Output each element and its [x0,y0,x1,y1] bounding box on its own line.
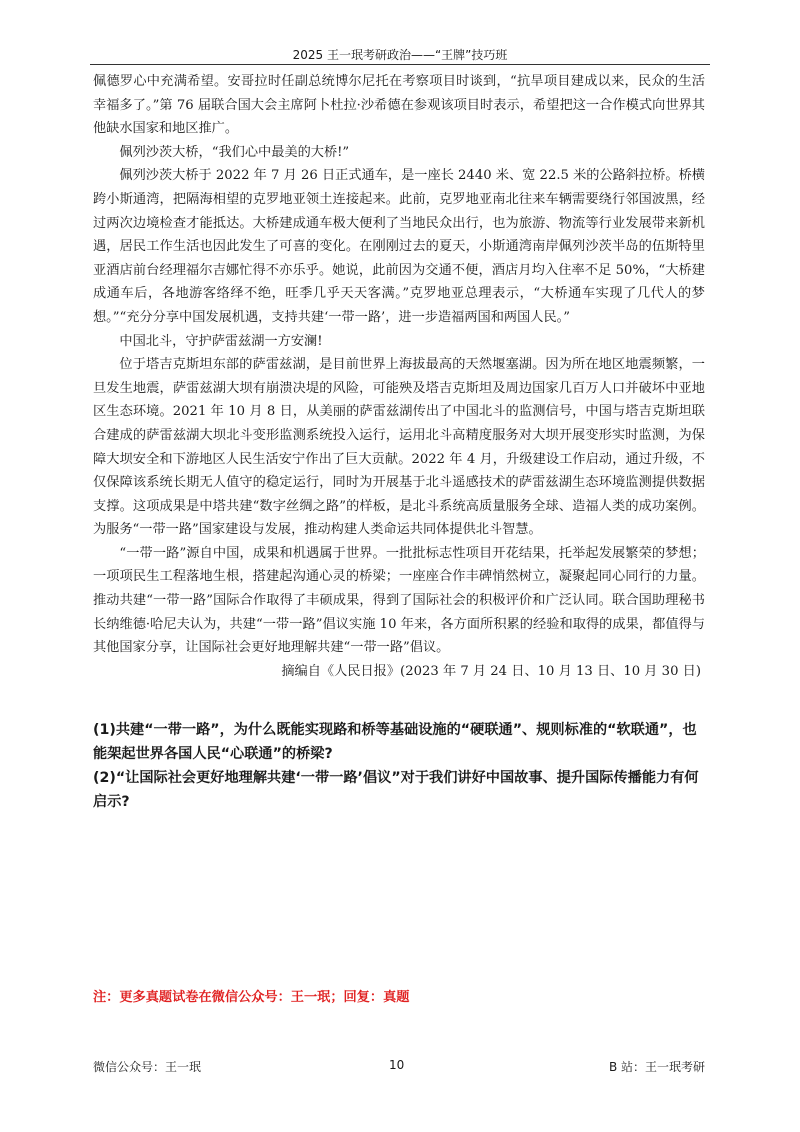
paragraph-bridge: 佩列沙茨大桥于 2022 年 7 月 26 日正式通车，是一座长 2440 米、宽 22.5 米的公路斜拉桥。桥横跨小斯通湾，把隔海相望的克罗地亚领土连接起来。此前，克罗地亚南北往来车辆需要绕行邻国波黑，经过两次边境检查才能抵达。大桥建成通车极大便利了当地民众出行，也为旅游、物流等行业发展带来新机遇，居民工作生活也因此发生了可喜的变化。在刚刚过去的夏天，小斯通湾南岸佩列沙茨半岛的伍斯特里亚酒店前台经理福尔吉娜忙得不亦乐乎。她说，此前因为交通不便，酒店月均入住率不足 50%，“大桥建成通车后，各地游客络绎不绝，旺季几乎天天客满。”克罗地亚总理表示，“大桥通车实现了几代人的梦想。”“充分分享中国发展机遇，支持共建‘一带一路’，进一步造福两国和两国人民。” [93,168,705,325]
paragraph-1: 佩德罗心中充满希望。安哥拉时任副总统博尔尼托在考察项目时谈到，“抗旱项目建成以来，民众的生活幸福多了。”第 76 届联合国大会主席阿卜杜拉·沙希德在参观该项目时表示，希望把这一合作模式向世界其他缺水国家和地区推广。 [93,74,705,137]
question-1: (1)共建“一带一路”，为什么既能实现路和桥等基础设施的“硬联通”、规则标准的“软联通”，也能架起世界各国人民“心联通”的桥梁? [93,722,697,762]
subheading-bridge: 佩列沙茨大桥，“我们心中最美的大桥!” [119,144,350,160]
article-body [93,70,705,683]
questions [93,718,705,814]
paragraph-beidou: 位于塔吉克斯坦东部的萨雷兹湖，是目前世界上海拔最高的天然堰塞湖。因为所在地区地震频繁，一旦发生地震，萨雷兹湖大坝有崩溃决堤的风险，可能殃及塔吉克斯坦及周边国家几百万人口并破坏中亚地区生态环境。2021 年 10 月 8 日，从美丽的萨雷兹湖传出了中国北斗的监测信号，中国与塔吉克斯坦联合建成的萨雷兹湖大坝北斗变形监测系统投入运行，运用北斗高精度服务对大坝开展变形实时监测，为保障大坝安全和下游地区人民生活安宁作出了巨大贡献。2022 年 4 月，升级建设工作启动，通过升级，不仅保障该系统长期无人值守的稳定运行，同时为开展基于北斗遥感技术的萨雷兹湖生态环境监测提供数据支撑。这项成果是中塔共建“数字丝绸之路”的样板，是北斗系统高质量服务全球、造福人类的成功案例。为服务“一带一路”国家建设与发展，推动构建人类命运共同体提供北斗智慧。 [93,357,705,538]
paragraph-conclusion: “一带一路”源自中国，成果和机遇属于世界。一批批标志性项目开花结果，托举起发展繁荣的梦想；一项项民生工程落地生根，搭建起沟通心灵的桥梁；一座座合作丰碑悄然树立，凝聚起同心同行的力量。推动共建“一带一路”国际合作取得了丰硕成果，得到了国际社会的积极评价和广泛认同。联合国助理秘书长纳维德·哈尼夫认为，共建“一带一路”倡议实施 10 年来，各方面所积累的经验和取得的成果，都值得与其他国家分享，让国际社会更好地理解共建“一带一路”倡议。 [93,545,705,656]
subheading-beidou: 中国北斗，守护萨雷兹湖一方安澜! [119,333,323,349]
header-title: 2025 王一珉考研政治——“王牌”技巧班 [292,48,508,62]
footer-bilibili: B 站：王一珉考研 [608,1060,705,1074]
page-footer [93,1058,705,1074]
question-2: (2)“让国际社会更好地理解共建‘一带一路’倡议”对于我们讲好中国故事、提升国际传播能力有何启示? [93,770,699,810]
footer-wechat: 微信公众号：王一珉 [93,1060,202,1074]
page-header [90,46,710,65]
source-citation: 摘编自《人民日报》(2023 年 7 月 24 日、10 月 13 日、10 月 30 日) [281,663,701,679]
promo-note: 注：更多真题试卷在微信公众号：王一珉；回复：真题 [93,990,410,1005]
page-number: 10 [389,1058,405,1072]
